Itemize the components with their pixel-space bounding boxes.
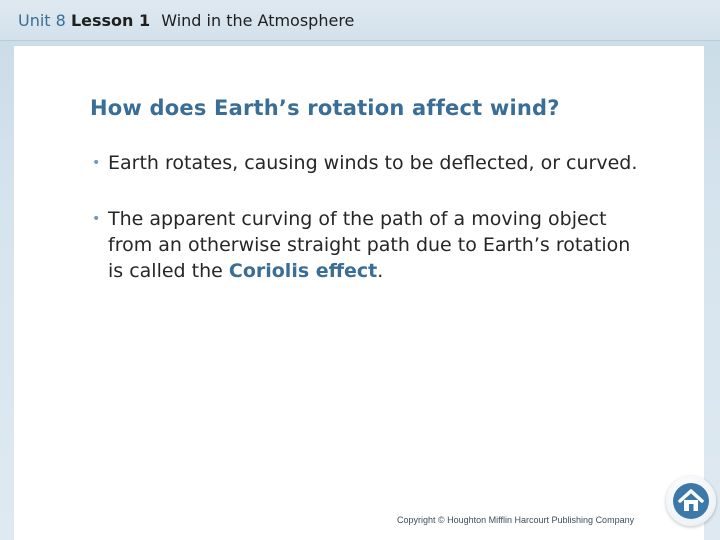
- bullet-item: [90, 206, 650, 284]
- header-bar: [0, 0, 720, 41]
- key-term: Coriolis effect: [228, 260, 378, 282]
- content-panel: [14, 46, 704, 540]
- bullet-text: The apparent curving of the path of a moving object from an otherwise straight path due to Earth’s rotation is called the: [108, 208, 631, 282]
- home-icon: [671, 481, 711, 521]
- bullet-item: [90, 150, 650, 176]
- unit-label: Unit 8: [18, 11, 66, 30]
- bullet-text: Earth rotates, causing winds to be deflected, or curved.: [108, 152, 638, 174]
- bullet-dot-icon: •: [92, 211, 101, 227]
- home-button[interactable]: [666, 476, 716, 526]
- bullet-text-end: .: [377, 260, 384, 282]
- copyright-notice: Copyright © Houghton Mifflin Harcourt Publishing Company: [397, 515, 635, 525]
- slide-title: How does Earth’s rotation affect wind?: [90, 96, 560, 120]
- header-text: [18, 11, 354, 30]
- lesson-label: Lesson 1: [70, 11, 151, 30]
- bullet-dot-icon: •: [92, 155, 101, 171]
- lesson-title: Wind in the Atmosphere: [161, 11, 355, 30]
- bullet-list: [90, 150, 650, 314]
